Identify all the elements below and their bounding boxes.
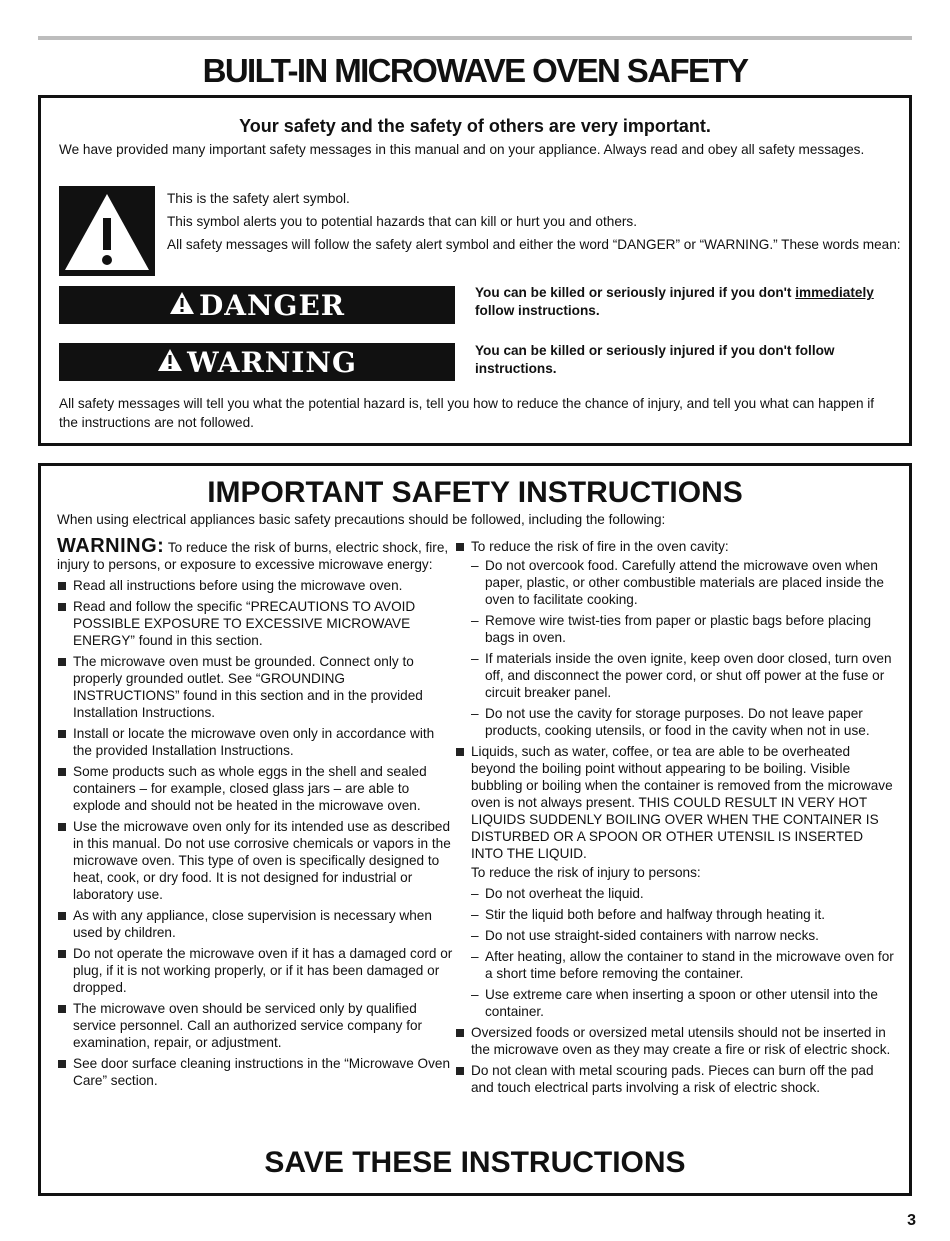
warning-triangle-icon <box>169 289 195 322</box>
safety-intro-box <box>38 95 912 446</box>
instructions-intro: When using electrical appliances basic safety precautions should be followed, including the following: <box>57 512 666 527</box>
sub-item: – Do not overheat the liquid. <box>471 885 895 902</box>
list-item: Oversized foods or oversized metal utensils should not be inserted in the microwave oven as they may create a fire or risk of electric shock. <box>455 1024 895 1058</box>
warning-label: WARNING <box>187 345 357 379</box>
save-instructions-footer: SAVE THESE INSTRUCTIONS <box>264 1146 686 1179</box>
list-item: Do not operate the microwave oven if it has a damaged cord or plug, if it is not working properly, or if it has been damaged or dropped. <box>57 945 453 996</box>
list-item: Read all instructions before using the microwave oven. <box>57 577 453 594</box>
safety-alert-icon <box>59 186 155 276</box>
list-item: Read and follow the specific “PRECAUTIONS TO AVOID POSSIBLE EXPOSURE TO EXCESSIVE MICROWAVE ENERGY” found in this section. <box>57 598 453 649</box>
list-item: Use the microwave oven only for its intended use as described in this manual. Do not use corrosive chemicals or vapors in the microwave oven. This type of oven is specifically designed to heat, cook, or dry food. It is not designed for industrial or laboratory use. <box>57 818 453 903</box>
danger-banner <box>59 286 455 324</box>
safety-intro: We have provided many important safety messages in this manual and on your appliance. Always read and obey all safety messages. <box>59 142 865 157</box>
fire-item: To reduce the risk of fire in the oven cavity: <box>471 539 729 554</box>
liquids-sublist <box>471 885 895 1020</box>
alert-line: All safety messages will follow the safety alert symbol and either the word “DANGER” or “WARNING.” These words mean: <box>167 237 901 252</box>
list-item: Some products such as whole eggs in the shell and sealed containers – for example, closed glass jars – are able to explode and should not be heated in the microwave oven. <box>57 763 453 814</box>
sub-item: – If materials inside the oven ignite, keep oven door closed, turn oven off, and disconnect the power cord, or shut off power at the fuse or circuit breaker panel. <box>471 650 895 701</box>
left-list <box>57 577 453 1089</box>
warning-description: You can be killed or seriously injured if you don't follow instructions. <box>475 343 835 376</box>
alert-text <box>167 190 907 259</box>
safety-outro: All safety messages will tell you what the potential hazard is, tell you how to reduce the chance of injury, and tell you what can happen if the instructions are not followed. <box>59 396 875 430</box>
list-item: Install or locate the microwave oven only in accordance with the provided Installation Instructions. <box>57 725 453 759</box>
list-item: As with any appliance, close supervision is necessary when used by children. <box>57 907 453 941</box>
warning-triangle-icon <box>157 346 183 379</box>
instructions-heading: IMPORTANT SAFETY INSTRUCTIONS <box>207 476 743 509</box>
right-list <box>455 538 895 1096</box>
alert-line: This is the safety alert symbol. <box>167 191 350 206</box>
list-item: See door surface cleaning instructions in the “Microwave Oven Care” section. <box>57 1055 453 1089</box>
page-number: 3 <box>907 1212 916 1229</box>
list-item: The microwave oven must be grounded. Connect only to properly grounded outlet. See “GROUNDING INSTRUCTIONS” found in this section and in the provided Installation Instructions. <box>57 653 453 721</box>
left-column <box>57 535 453 1093</box>
sub-item: – Do not use straight-sided containers with narrow necks. <box>471 927 895 944</box>
list-item: Do not clean with metal scouring pads. Pieces can burn off the pad and touch electrical parts involving a risk of electric shock. <box>455 1062 895 1096</box>
right-column <box>455 538 895 1100</box>
safety-heading: Your safety and the safety of others are very important. <box>239 116 711 136</box>
list-item: The microwave oven should be serviced only by qualified service personnel. Call an authorized service company for examination, repair, or adjustment. <box>57 1000 453 1051</box>
list-item <box>455 743 895 1020</box>
important-instructions-box <box>38 463 912 1196</box>
sub-item: – Use extreme care when inserting a spoon or other utensil into the container. <box>471 986 895 1020</box>
danger-label: DANGER <box>198 288 346 322</box>
sub-item: – Do not overcook food. Carefully attend the microwave oven when paper, plastic, or other combustible materials are placed inside the oven to facilitate cooking. <box>471 557 895 608</box>
sub-item: – After heating, allow the container to stand in the microwave oven for a short time before removing the container. <box>471 948 895 982</box>
warning-lead: WARNING: To reduce the risk of burns, electric shock, fire, injury to persons, or exposure to excessive microwave energy: <box>57 535 449 572</box>
sub-item: – Remove wire twist-ties from paper or plastic bags before placing bags in oven. <box>471 612 895 646</box>
fire-sublist <box>471 557 895 739</box>
emphasis-immediately: immediately <box>795 285 874 300</box>
danger-description: You can be killed or seriously injured if you don't immediately follow instructions. <box>475 285 874 318</box>
page-title: BUILT-IN MICROWAVE OVEN SAFETY <box>202 52 748 89</box>
alert-line: This symbol alerts you to potential hazards that can kill or hurt you and others. <box>167 214 637 229</box>
warning-word: WARNING: <box>57 535 165 557</box>
liquids-item: Liquids, such as water, coffee, or tea are able to be overheated beyond the boiling point without appearing to be boiling. Visible bubbling or boiling when the container is removed from the microwave oven is not always present. THIS COULD RESULT IN VERY HOT LIQUIDS SUDDENLY BOILING OVER WHEN THE CONTAINER IS DISTURBED OR A SPOON OR OTHER UTENSIL IS INSERTED INTO THE LIQUID. <box>471 744 893 861</box>
liquids-lead: To reduce the risk of injury to persons: <box>471 865 701 880</box>
sub-item: – Stir the liquid both before and halfway through heating it. <box>471 906 895 923</box>
warning-banner <box>59 343 455 381</box>
sub-item: – Do not use the cavity for storage purposes. Do not leave paper products, cooking utensils, or food in the cavity when not in use. <box>471 705 895 739</box>
list-item <box>455 538 895 739</box>
top-rule <box>38 36 912 40</box>
